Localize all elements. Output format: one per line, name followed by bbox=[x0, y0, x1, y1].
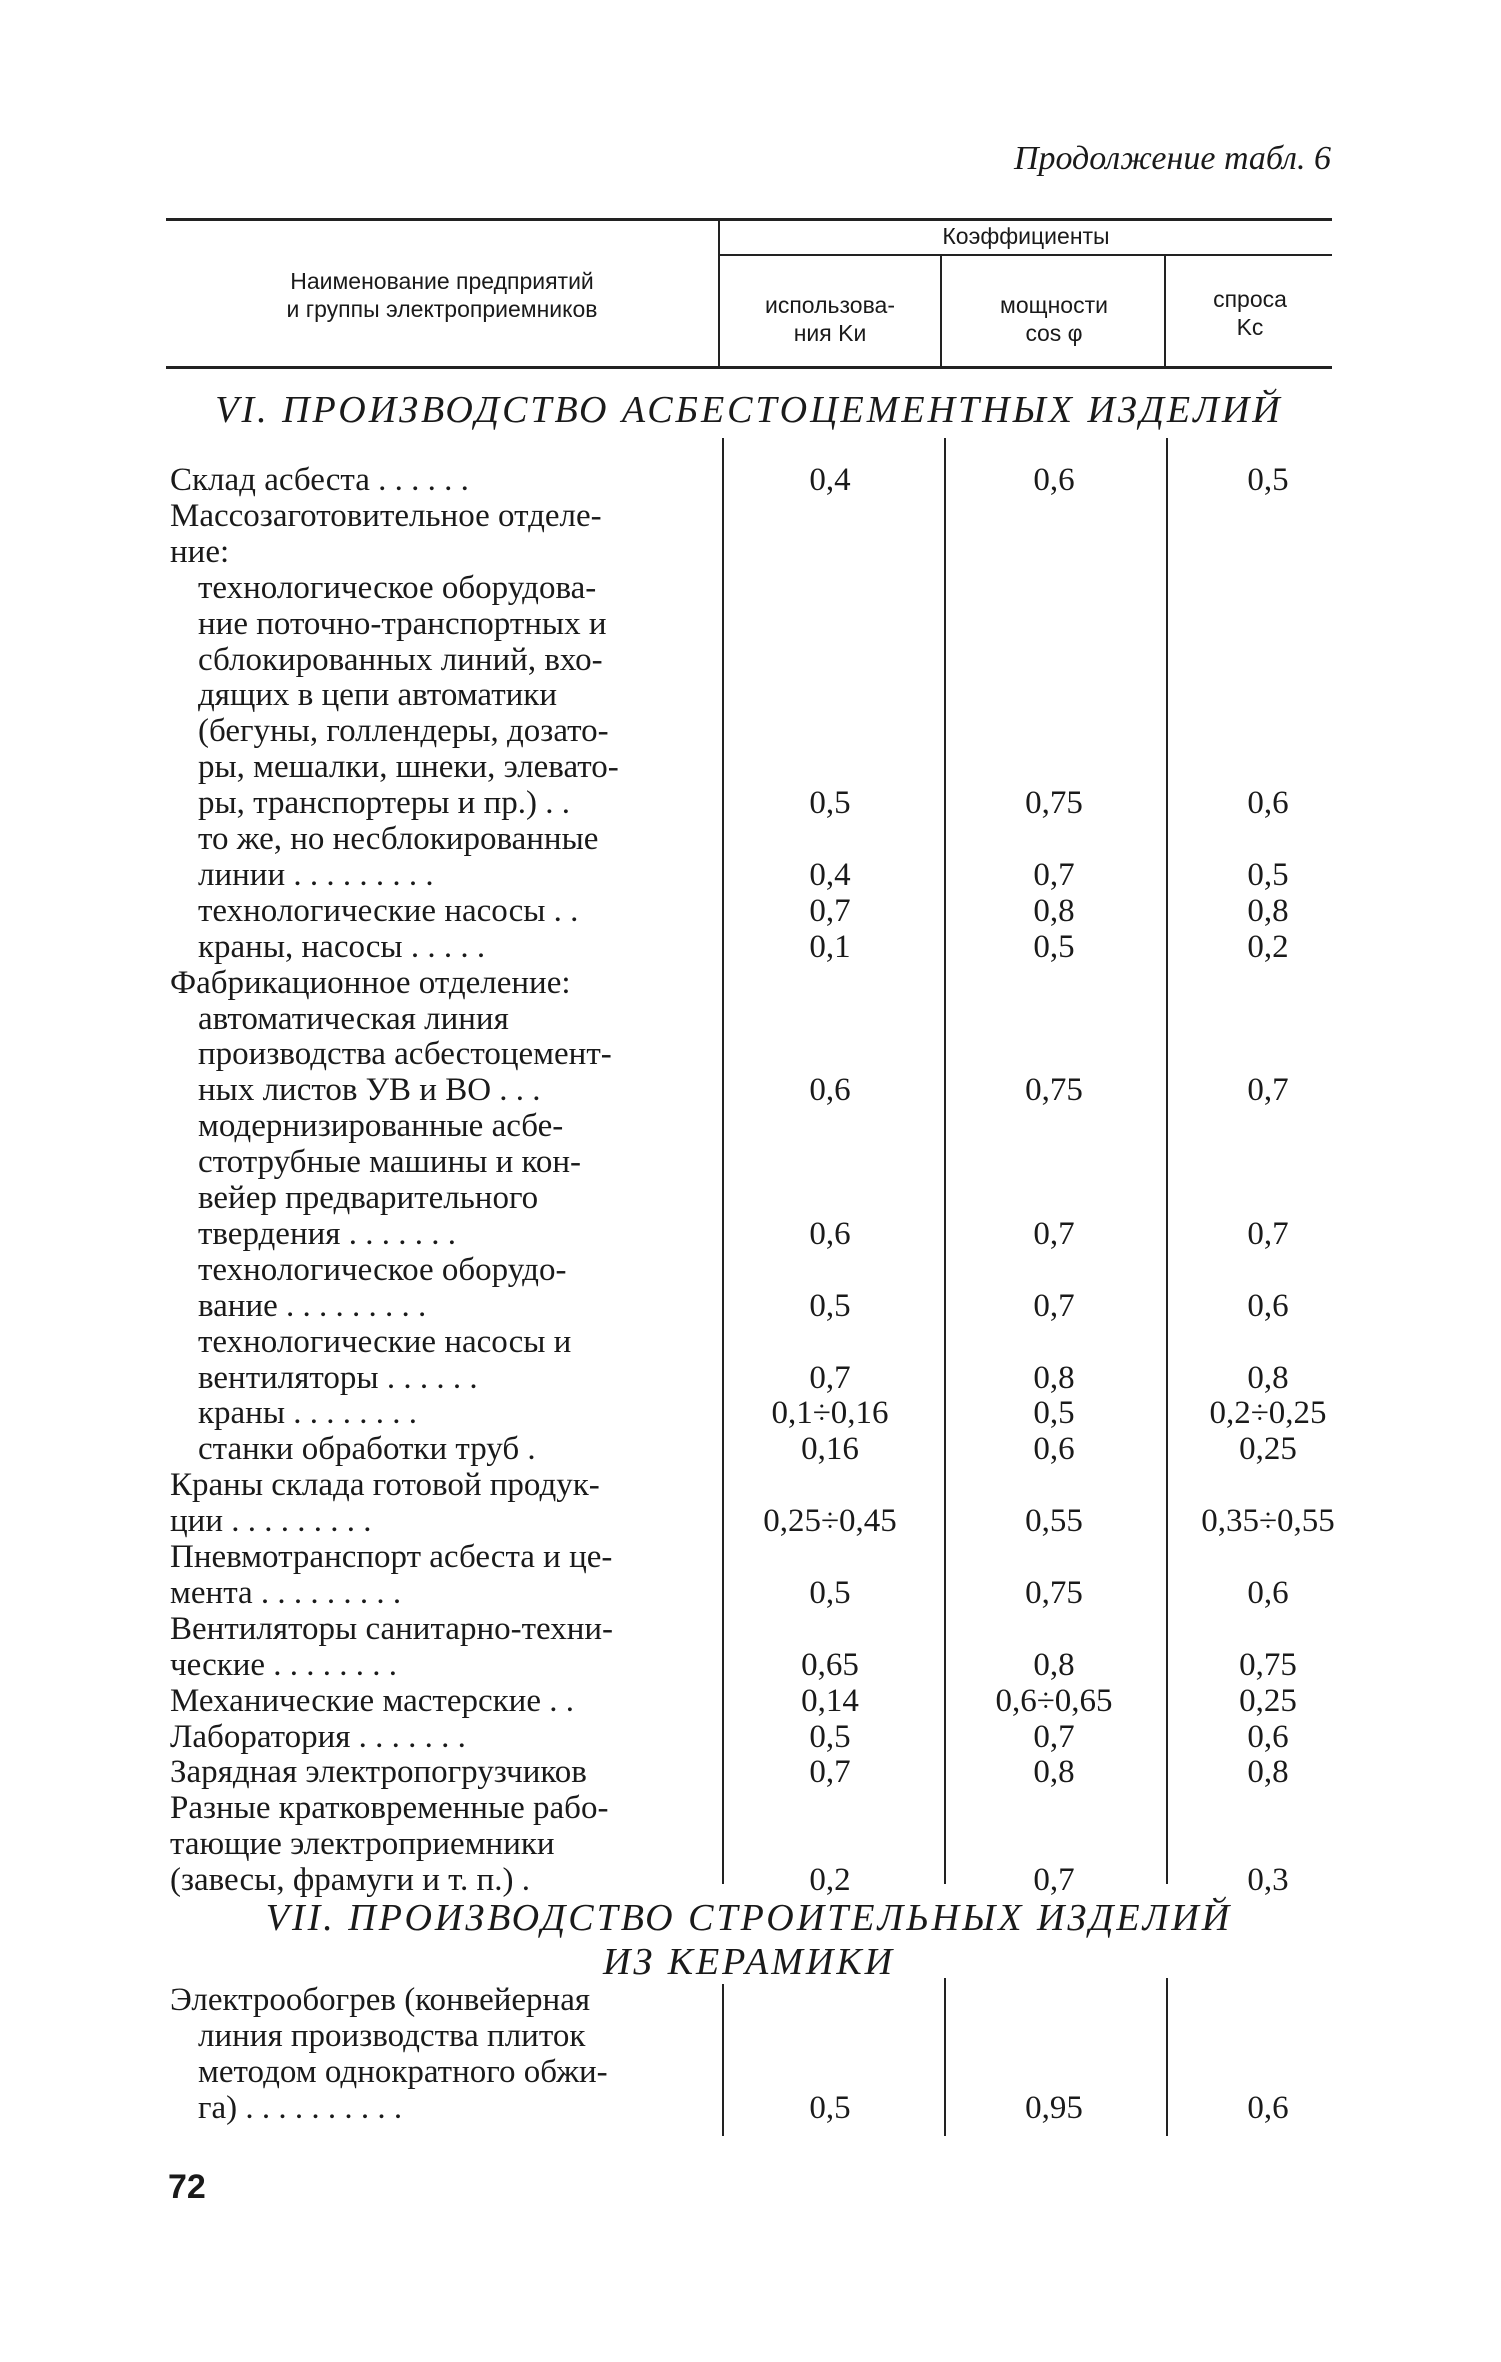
power-factor-cell: 0,75 bbox=[1025, 1072, 1083, 1109]
enterprise-name-cell: линии . . . . . . . . . bbox=[198, 856, 434, 893]
enterprise-name-cell: стотрубные машины и кон- bbox=[198, 1144, 582, 1181]
enterprise-name-cell: линия производства плиток bbox=[198, 2018, 586, 2054]
usage-coeff-cell: 0,5 bbox=[809, 2090, 851, 2126]
table-row bbox=[0, 929, 1501, 965]
usage-coeff-cell: 0,16 bbox=[801, 1431, 859, 1468]
demand-coeff-cell: 0,6 bbox=[1247, 2090, 1289, 2126]
table-row bbox=[0, 1982, 1501, 2018]
section-title-vi: VI. ПРОИЗВОДСТВО АСБЕСТОЦЕМЕНТНЫХ ИЗДЕЛИЙ bbox=[215, 389, 1283, 431]
power-factor-cell: 0,8 bbox=[1033, 1359, 1075, 1396]
demand-coeff-header-line: спроса bbox=[1213, 286, 1287, 312]
power-factor-cell: 0,5 bbox=[1033, 928, 1075, 965]
demand-coeff-cell: 0,7 bbox=[1247, 1215, 1289, 1252]
table-row bbox=[0, 1395, 1501, 1431]
enterprise-name-cell: Краны склада готовой продук- bbox=[170, 1467, 600, 1504]
table-row bbox=[0, 1647, 1501, 1683]
table-row bbox=[0, 1288, 1501, 1324]
demand-coeff-cell: 0,2÷0,25 bbox=[1209, 1395, 1327, 1432]
table-row bbox=[0, 2018, 1501, 2054]
table-continuation-caption: Продолжение табл. 6 bbox=[1013, 140, 1331, 177]
usage-coeff-cell: 0,14 bbox=[801, 1682, 859, 1719]
table-row bbox=[0, 1719, 1501, 1755]
table-row bbox=[0, 1754, 1501, 1790]
enterprise-name-cell: Зарядная электропогрузчиков bbox=[170, 1754, 587, 1791]
demand-coeff-cell: 0,25 bbox=[1239, 1431, 1297, 1468]
usage-coeff-header-line: ния Kи bbox=[793, 319, 867, 346]
demand-coeff-cell: 0,2 bbox=[1247, 928, 1289, 965]
enterprise-name-cell: ние поточно-транспортных и bbox=[198, 605, 607, 642]
enterprise-name-cell: технологические насосы . . bbox=[198, 892, 579, 929]
section-title-vii-line: ИЗ КЕРАМИКИ bbox=[602, 1941, 896, 1983]
table-row bbox=[0, 1539, 1501, 1575]
table-row bbox=[0, 965, 1501, 1001]
power-factor-cell: 0,75 bbox=[1025, 1574, 1083, 1611]
usage-coeff-cell: 0,2 bbox=[809, 1862, 851, 1899]
table-row bbox=[0, 785, 1501, 821]
table-row bbox=[0, 1324, 1501, 1360]
enterprise-name-cell: краны, насосы . . . . . bbox=[198, 928, 486, 965]
usage-coeff-cell: 0,5 bbox=[809, 785, 851, 822]
table-row bbox=[0, 2090, 1501, 2126]
enterprise-name-cell: станки обработки труб . bbox=[198, 1431, 536, 1468]
enterprise-name-cell: ных листов УВ и ВО . . . bbox=[198, 1072, 541, 1109]
table-row bbox=[0, 1036, 1501, 1072]
enterprise-name-cell: га) . . . . . . . . . . bbox=[198, 2090, 403, 2126]
table-row bbox=[0, 570, 1501, 606]
header-vline-3 bbox=[1164, 256, 1166, 366]
enterprise-name-cell: модернизированные асбе- bbox=[198, 1108, 564, 1145]
enterprise-name-cell: вейер предварительного bbox=[198, 1180, 539, 1216]
section-title-vii bbox=[166, 1896, 1332, 1984]
section-title-vii-line: VII. ПРОИЗВОДСТВО СТРОИТЕЛЬНЫХ ИЗДЕЛИЙ bbox=[265, 1897, 1233, 1939]
enterprise-name-cell: краны . . . . . . . . bbox=[198, 1395, 418, 1432]
table-row bbox=[0, 749, 1501, 785]
table-row bbox=[0, 1108, 1501, 1144]
enterprise-name-cell: Массозаготовительное отделе- bbox=[170, 497, 602, 534]
coeff-sub-rule bbox=[718, 254, 1332, 256]
usage-coeff-cell: 0,7 bbox=[809, 892, 851, 929]
power-factor-header-line: мощности bbox=[1000, 292, 1108, 318]
enterprise-name-cell: тающие электроприемники bbox=[170, 1826, 555, 1863]
demand-coeff-cell: 0,6 bbox=[1247, 1574, 1289, 1611]
power-factor-header-line: cos φ bbox=[1025, 319, 1083, 346]
enterprise-name-cell: мента . . . . . . . . . bbox=[170, 1574, 402, 1611]
table-row bbox=[0, 1683, 1501, 1719]
table-row bbox=[0, 857, 1501, 893]
table-row bbox=[0, 1862, 1501, 1898]
demand-coeff-cell: 0,8 bbox=[1247, 1359, 1289, 1396]
usage-coeff-cell: 0,5 bbox=[809, 1574, 851, 1611]
demand-coeff-cell: 0,8 bbox=[1247, 892, 1289, 929]
power-factor-cell: 0,5 bbox=[1033, 1395, 1075, 1432]
table-row bbox=[0, 1611, 1501, 1647]
demand-coeff-cell: 0,5 bbox=[1247, 856, 1289, 893]
table-row bbox=[0, 1467, 1501, 1503]
usage-coeff-cell: 0,25÷0,45 bbox=[763, 1503, 897, 1540]
power-factor-cell: 0,7 bbox=[1033, 1287, 1075, 1324]
usage-coeff-cell: 0,1÷0,16 bbox=[771, 1395, 889, 1432]
demand-coeff-header-line: Kс bbox=[1236, 313, 1264, 340]
enterprise-name-cell: то же, но несблокированные bbox=[198, 821, 599, 857]
usage-coeff-header-line: использова- bbox=[765, 292, 895, 318]
enterprise-name-cell: технологическое оборудо- bbox=[198, 1251, 567, 1288]
usage-coeff-cell: 0,5 bbox=[809, 1718, 851, 1755]
power-factor-cell: 0,7 bbox=[1033, 1718, 1075, 1755]
table-row bbox=[0, 1072, 1501, 1108]
table-row bbox=[0, 1826, 1501, 1862]
enterprise-name-cell: Электрообогрев (конвейерная bbox=[170, 1982, 591, 2018]
page-number: 72 bbox=[168, 2168, 206, 2206]
demand-coeff-cell: 0,8 bbox=[1247, 1754, 1289, 1791]
enterprise-name-cell: Фабрикационное отделение: bbox=[170, 964, 571, 1001]
enterprise-name-cell: Лаборатория . . . . . . . bbox=[170, 1718, 466, 1755]
demand-coeff-cell: 0,5 bbox=[1247, 462, 1289, 498]
power-factor-cell: 0,6 bbox=[1033, 462, 1075, 498]
enterprise-name-cell: ние: bbox=[170, 533, 230, 570]
header-vline-2 bbox=[940, 256, 942, 366]
enterprise-name-cell: ры, мешалки, шнеки, элевато- bbox=[198, 749, 619, 786]
usage-coeff-cell: 0,1 bbox=[809, 928, 851, 965]
enterprise-name-cell: Разные кратковременные рабо- bbox=[170, 1790, 609, 1827]
enterprise-name-cell: (завесы, фрамуги и т. п.) . bbox=[170, 1862, 530, 1899]
usage-coeff-cell: 0,4 bbox=[809, 462, 851, 498]
enterprise-name-cell: технологические насосы и bbox=[198, 1323, 572, 1360]
enterprise-name-cell: Механические мастерские . . bbox=[170, 1682, 574, 1719]
table-row bbox=[0, 1252, 1501, 1288]
demand-coeff-cell: 0,6 bbox=[1247, 1287, 1289, 1324]
enterprise-name-cell: вентиляторы . . . . . . bbox=[198, 1359, 478, 1396]
usage-coeff-header bbox=[720, 292, 940, 347]
table-row bbox=[0, 1216, 1501, 1252]
usage-coeff-cell: 0,4 bbox=[809, 856, 851, 893]
table-row bbox=[0, 1431, 1501, 1467]
demand-coeff-header bbox=[1168, 286, 1332, 341]
demand-coeff-cell: 0,25 bbox=[1239, 1682, 1297, 1719]
demand-coeff-cell: 0,35÷0,55 bbox=[1201, 1503, 1335, 1540]
header-bottom-rule bbox=[166, 366, 1332, 369]
table-row bbox=[0, 1001, 1501, 1037]
enterprise-name-cell: ческие . . . . . . . . bbox=[170, 1646, 398, 1683]
power-factor-header bbox=[944, 292, 1164, 347]
demand-coeff-cell: 0,75 bbox=[1239, 1646, 1297, 1683]
table-row bbox=[0, 534, 1501, 570]
usage-coeff-cell: 0,7 bbox=[809, 1359, 851, 1396]
power-factor-cell: 0,7 bbox=[1033, 856, 1075, 893]
enterprise-name-cell: методом однократного обжи- bbox=[198, 2054, 608, 2090]
power-factor-cell: 0,55 bbox=[1025, 1503, 1083, 1540]
table-row bbox=[0, 462, 1501, 498]
power-factor-cell: 0,7 bbox=[1033, 1862, 1075, 1899]
table-row bbox=[0, 713, 1501, 749]
table-row bbox=[0, 606, 1501, 642]
demand-coeff-cell: 0,6 bbox=[1247, 1718, 1289, 1755]
power-factor-cell: 0,8 bbox=[1033, 1646, 1075, 1683]
enterprise-name-cell: Склад асбеста . . . . . . bbox=[170, 462, 469, 498]
usage-coeff-cell: 0,6 bbox=[809, 1072, 851, 1109]
enterprise-name-cell: Вентиляторы санитарно-техни- bbox=[170, 1610, 614, 1647]
table-row bbox=[0, 1180, 1501, 1216]
demand-coeff-cell: 0,7 bbox=[1247, 1072, 1289, 1109]
enterprise-name-cell: сблокированных линий, вхо- bbox=[198, 641, 603, 678]
coefficients-header: Коэффициенты bbox=[942, 223, 1110, 249]
enterprise-name-cell: вание . . . . . . . . . bbox=[198, 1287, 427, 1324]
usage-coeff-cell: 0,7 bbox=[809, 1754, 851, 1791]
power-factor-cell: 0,7 bbox=[1033, 1215, 1075, 1252]
enterprise-name-cell: автоматическая линия bbox=[198, 1000, 509, 1037]
usage-coeff-cell: 0,65 bbox=[801, 1646, 859, 1683]
table-row bbox=[0, 821, 1501, 857]
name-column-header-line: и группы электроприемников bbox=[286, 295, 598, 322]
table-row bbox=[0, 1790, 1501, 1826]
name-column-header bbox=[166, 268, 718, 323]
table-row bbox=[0, 1144, 1501, 1180]
table-row bbox=[0, 1360, 1501, 1396]
name-column-header-line: Наименование предприятий bbox=[290, 268, 594, 294]
table-row bbox=[0, 642, 1501, 678]
table-row bbox=[0, 1575, 1501, 1611]
enterprise-name-cell: технологическое оборудова- bbox=[198, 569, 597, 606]
demand-coeff-cell: 0,6 bbox=[1247, 785, 1289, 822]
enterprise-name-cell: твердения . . . . . . . bbox=[198, 1215, 456, 1252]
enterprise-name-cell: производства асбестоцемент- bbox=[198, 1036, 612, 1073]
power-factor-cell: 0,8 bbox=[1033, 892, 1075, 929]
enterprise-name-cell: (бегуны, голлендеры, дозато- bbox=[198, 713, 609, 750]
table-row bbox=[0, 2054, 1501, 2090]
demand-coeff-cell: 0,3 bbox=[1247, 1862, 1289, 1899]
power-factor-cell: 0,6 bbox=[1033, 1431, 1075, 1468]
table-row bbox=[0, 1503, 1501, 1539]
table-row bbox=[0, 893, 1501, 929]
table-row bbox=[0, 677, 1501, 713]
usage-coeff-cell: 0,6 bbox=[809, 1215, 851, 1252]
usage-coeff-cell: 0,5 bbox=[809, 1287, 851, 1324]
power-factor-cell: 0,8 bbox=[1033, 1754, 1075, 1791]
enterprise-name-cell: ры, транспортеры и пр.) . . bbox=[198, 785, 570, 822]
enterprise-name-cell: Пневмотранспорт асбеста и це- bbox=[170, 1539, 613, 1575]
power-factor-cell: 0,6÷0,65 bbox=[995, 1682, 1113, 1719]
power-factor-cell: 0,75 bbox=[1025, 785, 1083, 822]
enterprise-name-cell: ции . . . . . . . . . bbox=[170, 1503, 372, 1540]
enterprise-name-cell: дящих в цепи автоматики bbox=[198, 677, 557, 714]
table-row bbox=[0, 498, 1501, 534]
power-factor-cell: 0,95 bbox=[1025, 2090, 1083, 2126]
